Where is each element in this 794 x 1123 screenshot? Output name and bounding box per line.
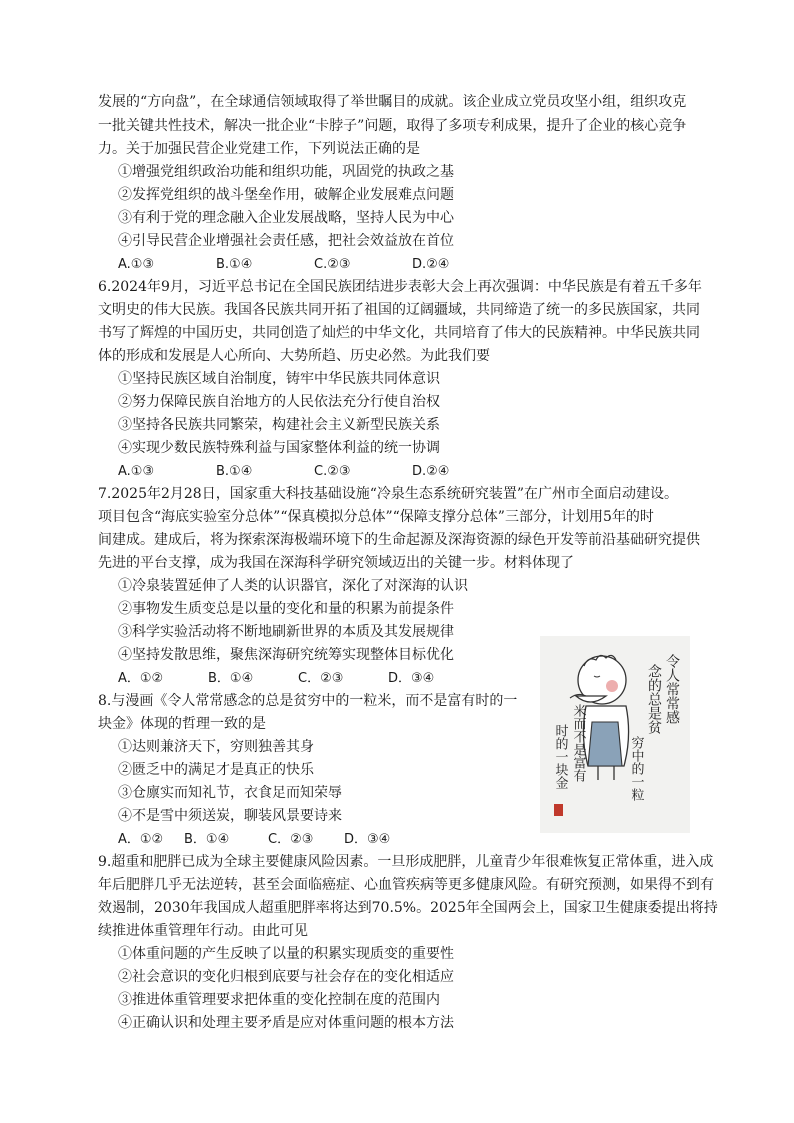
q6-stem-line-3: 书写了辉煌的中国历史，共同创造了灿烂的中华文化，共同培育了伟大的民族精神。中华民族共同 bbox=[98, 325, 700, 341]
q9-stem-line-1: 9.超重和肥胖已成为全球主要健康风险因素。一旦形成肥胖，儿童青少年很难恢复正常体重，进入成 bbox=[98, 854, 714, 870]
q9-stem-line-2: 年后肥胖几乎无法逆转，甚至会面临癌症、心血管疾病等更多健康风险。有研究预测，如果得不到有 bbox=[98, 877, 714, 893]
q8-answer-b[interactable]: B．①④ bbox=[184, 832, 230, 847]
q6-stem-line-2: 文明史的伟大民族。我国各民族共同开拓了祖国的辽阔疆域，共同缔造了统一的多民族国家，共同 bbox=[98, 302, 700, 318]
q7-option-3: ③科学实验活动将不断地刷新世界的本质及其发展规律 bbox=[118, 624, 454, 640]
cartoon-caption-col5: 时的一块金 bbox=[552, 724, 568, 789]
cartoon-illustration bbox=[540, 636, 690, 833]
q7-stem-line-4: 先进的平台支撑，成为我国在深海科学研究领域迈出的关键一步。材料体现了 bbox=[98, 555, 574, 571]
q5-option-4: ④引导民营企业增强社会责任感，把社会效益放在首位 bbox=[118, 233, 454, 249]
q7-answer-c[interactable]: C．②③ bbox=[298, 671, 344, 686]
q6-answer-b[interactable]: B.①④ bbox=[216, 464, 253, 479]
q7-option-1: ①冷泉装置延伸了人类的认识器官，深化了对深海的认识 bbox=[118, 578, 468, 594]
q6-answer-c[interactable]: C.②③ bbox=[314, 464, 351, 479]
q8-option-3: ③仓廪实而知礼节，衣食足而知荣辱 bbox=[118, 785, 342, 801]
q9-option-4: ④正确认识和处理主要矛盾是应对体重问题的根本方法 bbox=[118, 1015, 454, 1031]
child-overalls bbox=[588, 722, 622, 766]
q5-answer-c[interactable]: C.②③ bbox=[314, 257, 351, 272]
q5-answer-d[interactable]: D.②④ bbox=[412, 257, 450, 272]
q7-answer-b[interactable]: B．①④ bbox=[208, 671, 254, 686]
q8-option-4: ④不是雪中须送炭，聊装风景要诗来 bbox=[118, 808, 342, 824]
q5-answer-a[interactable]: A.①③ bbox=[118, 257, 155, 272]
q7-answer-a[interactable]: A．①② bbox=[118, 671, 164, 686]
q5-option-1: ①增强党组织政治功能和组织功能，巩固党的执政之基 bbox=[118, 164, 454, 180]
q6-option-2: ②努力保障民族自治地方的人民依法充分行使自治权 bbox=[118, 394, 440, 410]
q6-answer-choices bbox=[118, 460, 449, 483]
q6-option-1: ①坚持民族区域自治制度，铸牢中华民族共同体意识 bbox=[118, 371, 440, 387]
cartoon-caption-col1: 令人常常感 bbox=[664, 654, 680, 724]
q6-option-4: ④实现少数民族特殊利益与国家整体利益的统一协调 bbox=[118, 440, 440, 456]
q5-option-2: ②发挥党组织的战斗堡垒作用，破解企业发展难点问题 bbox=[118, 187, 454, 203]
q9-option-2: ②社会意识的变化归根到底要与社会存在的变化相适应 bbox=[118, 969, 454, 985]
q9-stem-line-3: 效遏制，2030年我国成人超重肥胖率将达到70.5%。2025年全国两会上，国家卫生健康委提出将持 bbox=[98, 900, 718, 916]
q9-option-1: ①体重问题的产生反映了以量的积累实现质变的重要性 bbox=[118, 946, 454, 962]
q5-option-3: ③有利于党的理念融入企业发展战略，坚持人民为中心 bbox=[118, 210, 454, 226]
q6-option-3: ③坚持各民族共同繁荣，构建社会主义新型民族关系 bbox=[118, 417, 440, 433]
q7-option-4: ④坚持发散思维，聚焦深海研究统筹实现整体目标优化 bbox=[118, 647, 454, 663]
q8-answer-d[interactable]: D．③④ bbox=[344, 832, 391, 847]
q5-stem-line-2: 一批关键共性技术，解决一批企业“卡脖子”问题，取得了多项专利成果，提升了企业的核心竞争 bbox=[98, 118, 687, 134]
q5-stem-line-1: 发展的“方向盘”，在全球通信领域取得了举世瞩目的成就。该企业成立党员攻坚小组，组织攻克 bbox=[98, 94, 687, 110]
q5-answer-b[interactable]: B.①④ bbox=[216, 257, 253, 272]
q8-answer-choices bbox=[118, 828, 390, 851]
q7-stem-line-3: 间建成。建成后，将为探索深海极端环境下的生命起源及深海资源的绿色开发等前沿基础研究提供 bbox=[98, 532, 700, 548]
cartoon-drawing bbox=[540, 636, 690, 833]
cartoon-caption-col4: 米而不是富有 bbox=[570, 704, 586, 782]
q9-option-3: ③推进体重管理要求把体重的变化控制在度的范围内 bbox=[118, 992, 440, 1008]
q8-stem-line-2: 块金》体现的哲理一致的是 bbox=[98, 716, 266, 732]
q7-stem-line-2: 项目包含“海底实验室分总体”“保真模拟分总体”“保障支撑分总体”三部分，计划用5年的时 bbox=[98, 509, 654, 525]
q8-answer-a[interactable]: A．①② bbox=[118, 832, 164, 847]
cartoon-caption-col2: 念的总是贫 bbox=[646, 664, 662, 734]
q9-stem-line-4: 续推进体重管理年行动。由此可见 bbox=[98, 923, 308, 939]
child-cheek bbox=[606, 680, 618, 692]
q8-answer-c[interactable]: C．②③ bbox=[268, 832, 314, 847]
q6-answer-a[interactable]: A.①③ bbox=[118, 464, 155, 479]
q7-stem-line-1: 7.2025年2月28日，国家重大科技基础设施“冷泉生态系统研究装置”在广州市全面启动建设。 bbox=[98, 486, 679, 502]
q5-stem-line-3: 力。关于加强民营企业党建工作，下列说法正确的是 bbox=[98, 141, 420, 157]
q6-answer-d[interactable]: D.②④ bbox=[412, 464, 450, 479]
q8-option-1: ①达则兼济天下，穷则独善其身 bbox=[118, 739, 314, 755]
q5-answer-choices bbox=[118, 253, 449, 276]
q6-stem-line-1: 6.2024年9月，习近平总书记在全国民族团结进步表彰大会上再次强调：中华民族是有着五千多年 bbox=[98, 279, 702, 295]
seal-stamp-icon bbox=[554, 804, 563, 816]
q8-option-2: ②匮乏中的满足才是真正的快乐 bbox=[118, 762, 314, 778]
q7-answer-choices bbox=[118, 667, 434, 690]
q8-stem-line-1: 8.与漫画《令人常常感念的总是贫穷中的一粒米，而不是富有时的一 bbox=[98, 693, 518, 709]
q7-answer-d[interactable]: D．③④ bbox=[388, 671, 435, 686]
q7-option-2: ②事物发生质变总是以量的变化和量的积累为前提条件 bbox=[118, 601, 454, 617]
q6-stem-line-4: 体的形成和发展是人心所向、大势所趋、历史必然。为此我们要 bbox=[98, 348, 490, 364]
cartoon-caption-col3: 穷中的一粒 bbox=[628, 736, 644, 801]
